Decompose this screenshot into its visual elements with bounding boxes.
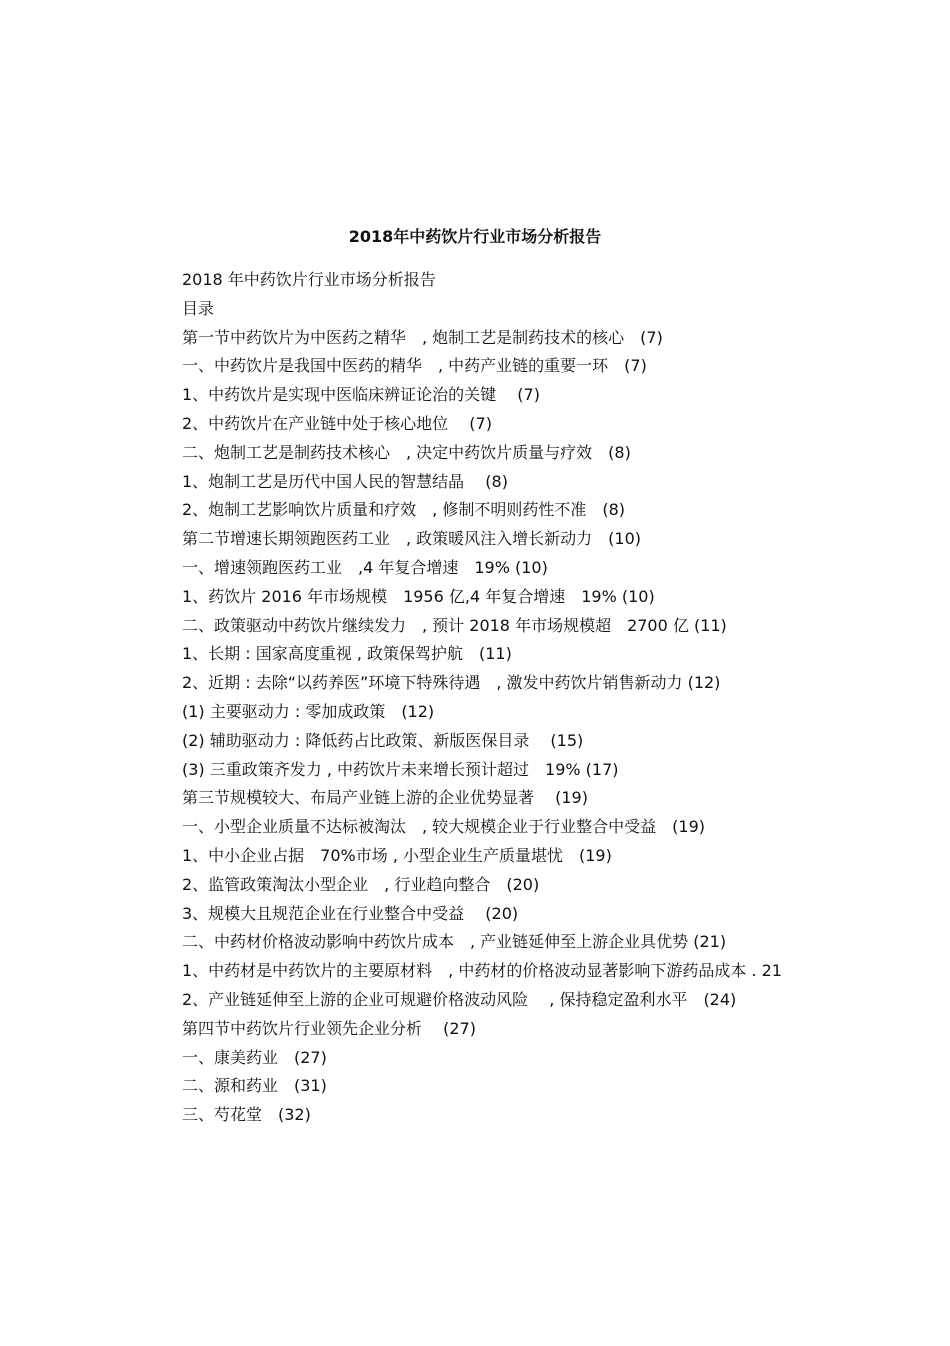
toc-line: (1) 主要驱动力 : 零加成政策 (12) [182, 701, 435, 721]
toc-line: 第二节增速长期领跑医药工业 , 政策暖风注入增长新动力 (10) [182, 529, 642, 549]
toc-line: 2、近期 : 去除“以药养医”环境下特殊待遇 , 激发中药饮片销售新动力 (12) [182, 673, 721, 693]
toc-line: 第四节中药饮片行业领先企业分析 (27) [182, 1018, 476, 1038]
table-of-contents [145, 266, 805, 1130]
toc-line: 二、炮制工艺是制药技术核心 , 决定中药饮片质量与疗效 (8) [182, 442, 631, 462]
toc-line: 一、增速领跑医药工业 ,4 年复合增速 19% (10) [182, 557, 548, 577]
toc-line: 二、政策驱动中药饮片继续发力 , 预计 2018 年市场规模超 2700 亿 (11) [182, 615, 727, 635]
toc-line: 1、长期 : 国家高度重视 , 政策保驾护航 (11) [182, 644, 512, 664]
document-title: 2018年中药饮片行业市场分析报告 [348, 227, 602, 246]
toc-line: 1、中药材是中药饮片的主要原材料 , 中药材的价格波动显著影响下游药品成本 . 21 [182, 961, 782, 981]
toc-line: 第一节中药饮片为中医药之精华 , 炮制工艺是制药技术的核心 (7) [182, 327, 663, 347]
toc-line: 2018 年中药饮片行业市场分析报告 [182, 270, 436, 289]
toc-line: 目录 [182, 298, 215, 318]
toc-line: 2、监管政策淘汰小型企业 , 行业趋向整合 (20) [182, 874, 540, 894]
toc-line: (2) 辅助驱动力 : 降低药占比政策、新版医保目录 (15) [182, 730, 584, 750]
toc-line: 1、炮制工艺是历代中国人民的智慧结晶 (8) [182, 471, 508, 491]
toc-line: 2、产业链延伸至上游的企业可规避价格波动风险 , 保持稳定盈利水平 (24) [182, 989, 737, 1009]
toc-line: 三、芍花堂 (32) [182, 1105, 311, 1125]
toc-line: 一、康美药业 (27) [182, 1047, 327, 1067]
toc-line: 3、规模大且规范企业在行业整合中受益 (20) [182, 903, 519, 923]
toc-line: 1、中药饮片是实现中医临床辨证论治的关键 (7) [182, 385, 540, 405]
toc-line: 二、中药材价格波动影响中药饮片成本 , 产业链延伸至上游企业具优势 (21) [182, 932, 727, 952]
toc-line: 2、中药饮片在产业链中处于核心地位 (7) [182, 413, 492, 433]
toc-line: 二、源和药业 (31) [182, 1076, 327, 1096]
toc-line: 1、药饮片 2016 年市场规模 1956 亿,4 年复合增速 19% (10) [182, 586, 655, 606]
toc-line: 2、炮制工艺影响饮片质量和疗效 , 修制不明则药性不准 (8) [182, 500, 626, 520]
toc-line: (3) 三重政策齐发力 , 中药饮片未来增长预计超过 19% (17) [182, 759, 619, 779]
toc-line: 1、中小企业占据 70%市场 , 小型企业生产质量堪忧 (19) [182, 845, 612, 865]
toc-line: 一、中药饮片是我国中医药的精华 , 中药产业链的重要一环 (7) [182, 356, 647, 376]
toc-line: 一、小型企业质量不达标被淘汰 , 较大规模企业于行业整合中受益 (19) [182, 817, 706, 837]
toc-line: 第三节规模较大、布局产业链上游的企业优势显著 (19) [182, 788, 588, 808]
